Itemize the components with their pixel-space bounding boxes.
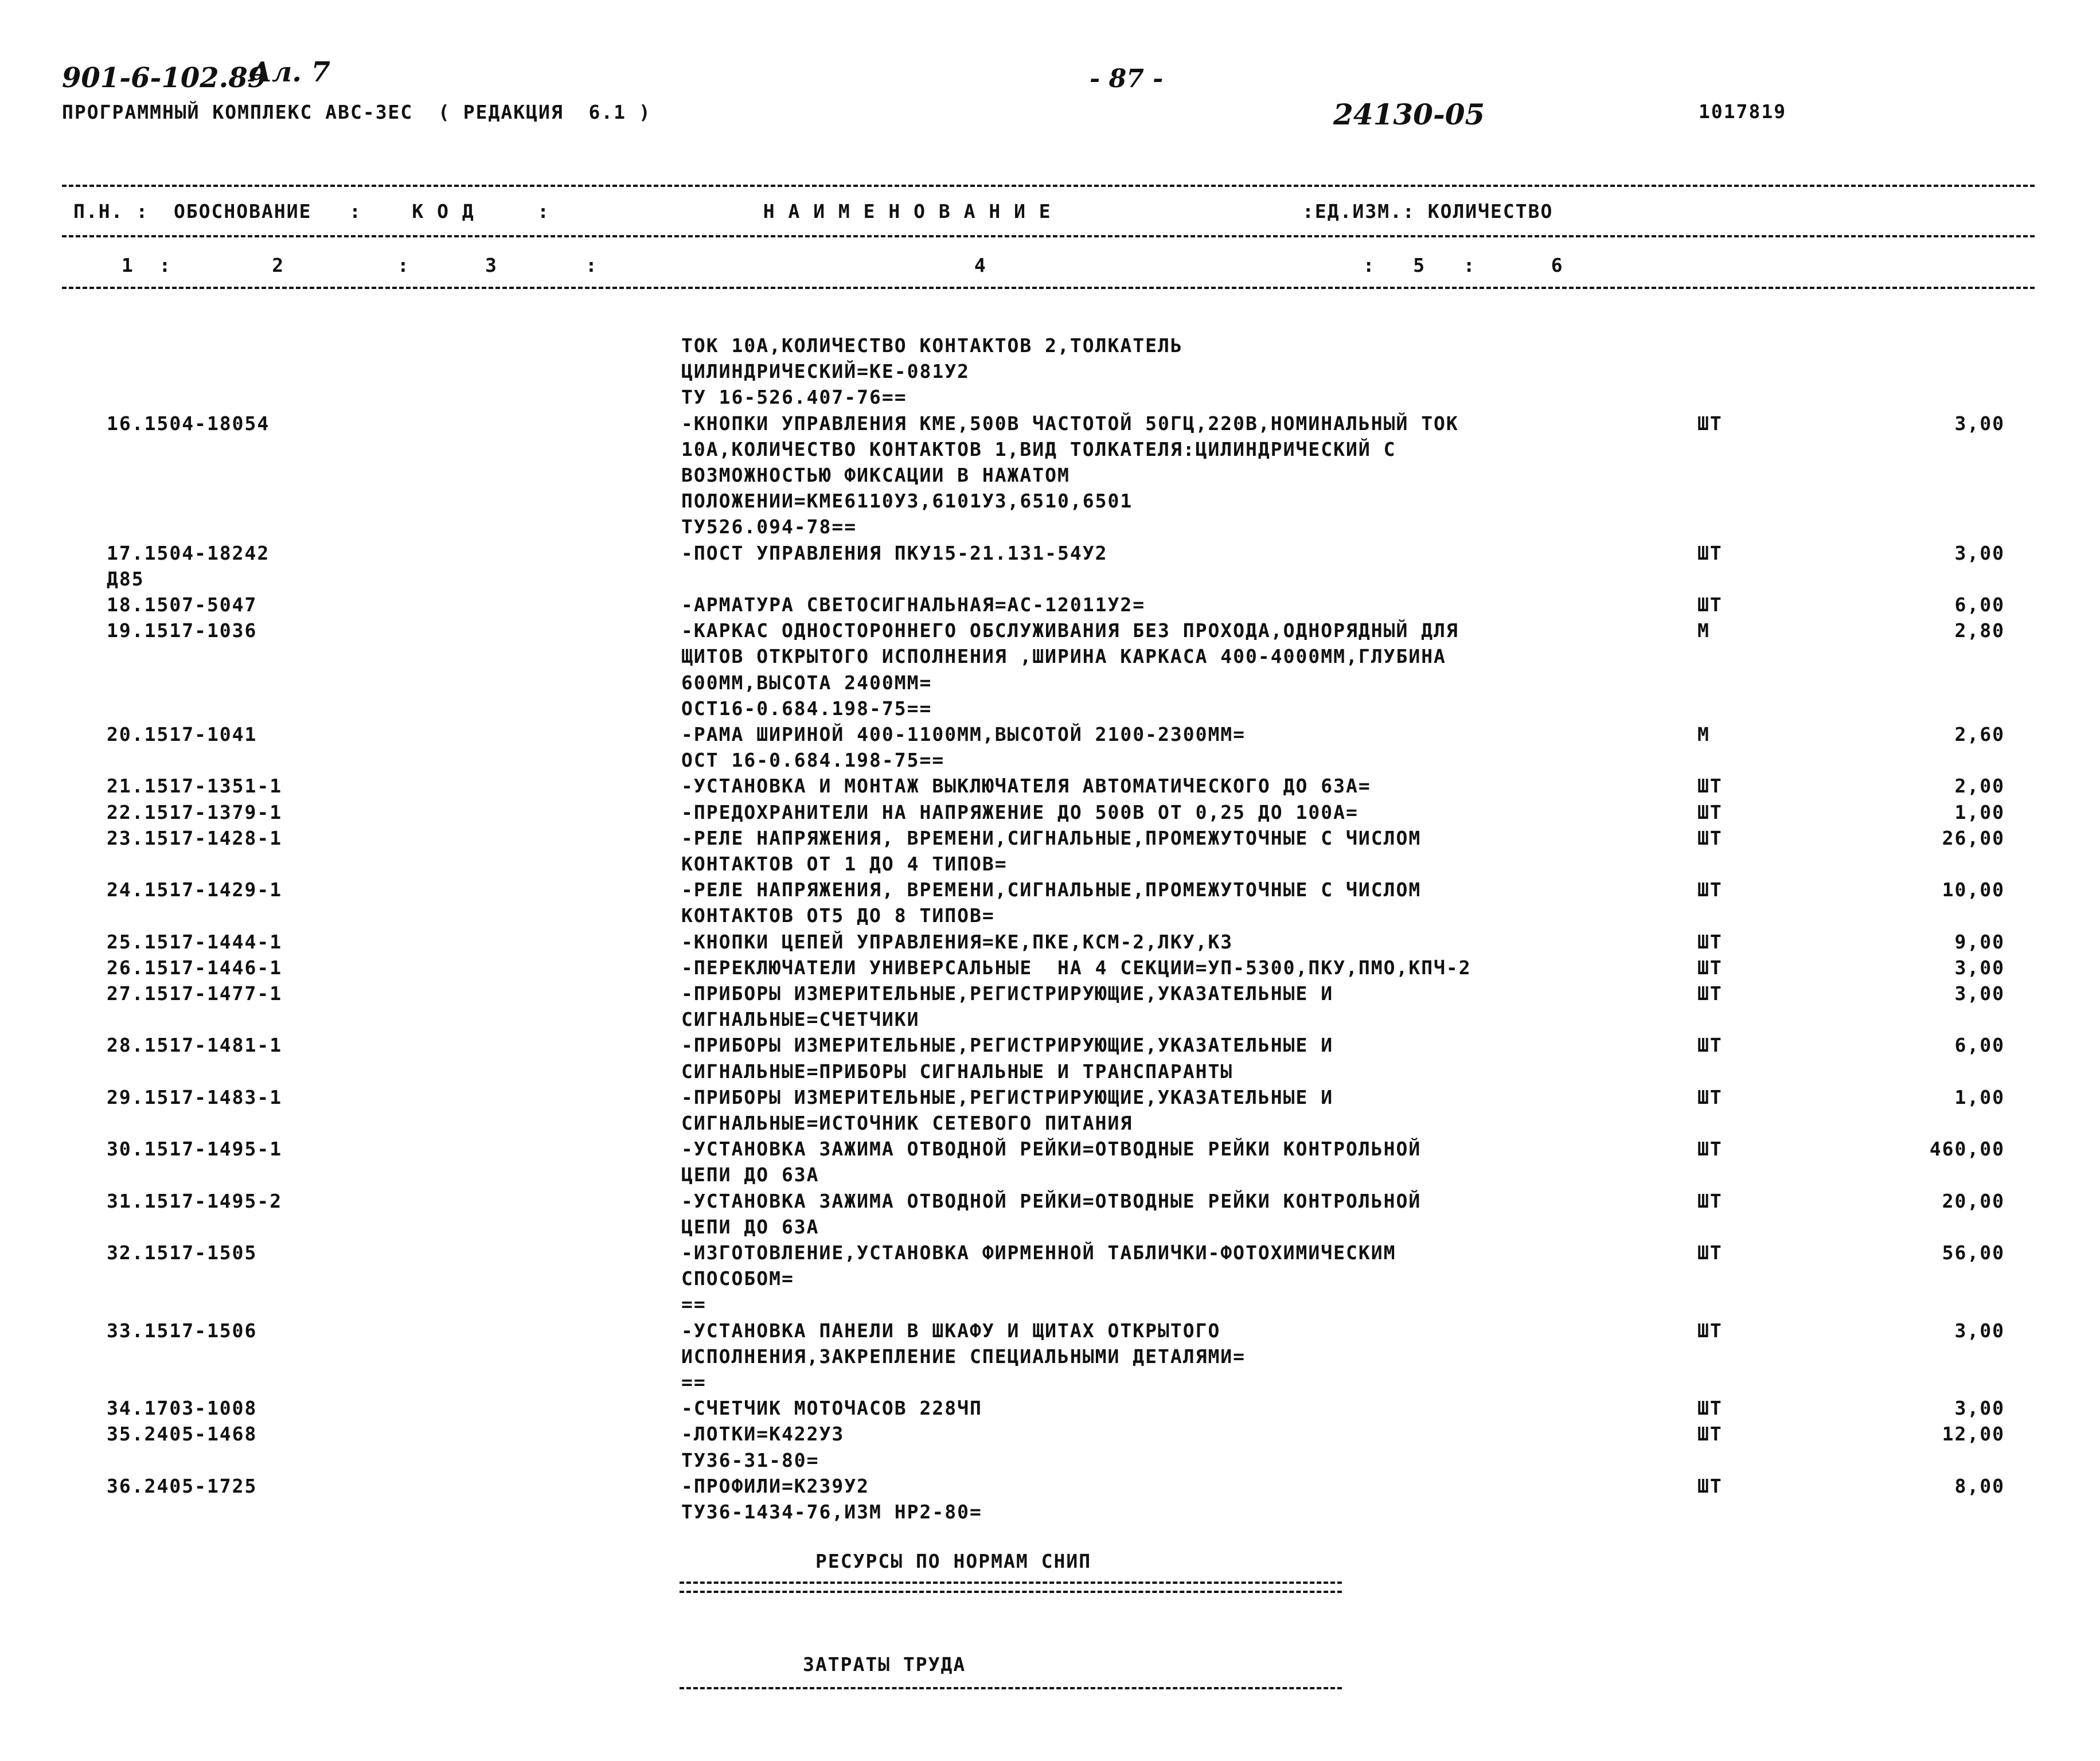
row-description-line: -УСТАНОВКА ПАНЕЛИ В ШКАФУ И ЩИТАХ ОТКРЫТОГО (681, 1319, 1221, 1342)
row-description-line: -ПРОФИЛИ=К239У2 (681, 1474, 870, 1497)
table-row (0, 773, 2100, 799)
table-row (0, 981, 2100, 1031)
row-unit: М (1697, 619, 1710, 642)
row-quantity: 1,00 (1954, 801, 2005, 823)
row-unit: ШТ (1697, 1189, 1723, 1212)
row-description-line: ЩИТОВ ОТКРЫТОГО ИСПОЛНЕНИЯ ,ШИРИНА КАРКАСА 400-4000ММ,ГЛУБИНА (681, 645, 1446, 668)
row-number-code: 22.1517-1379-1 (107, 801, 283, 823)
row-number-code: 31.1517-1495-2 (107, 1189, 283, 1212)
row-quantity: 26,00 (1942, 826, 2005, 849)
row-description-line: 10А,КОЛИЧЕСТВО КОНТАКТОВ 1,ВИД ТОЛКАТЕЛЯ:ЦИЛИНДРИЧЕСКИЙ С (681, 438, 1396, 460)
table-row (0, 540, 2100, 590)
table-row (0, 333, 2100, 409)
row-description-line: -УСТАНОВКА ЗАЖИМА ОТВОДНОЙ РЕЙКИ=ОТВОДНЫЕ РЕЙКИ КОНТРОЛЬНОЙ (681, 1189, 1422, 1212)
doc-code: 24130-05 (1333, 97, 1485, 131)
row-quantity: 1,00 (1954, 1086, 2005, 1108)
row-description-line: ЦЕПИ ДО 63А (681, 1215, 819, 1238)
row-unit: ШТ (1697, 1397, 1723, 1420)
row-description-line: -ПРИБОРЫ ИЗМЕРИТЕЛЬНЫЕ,РЕГИСТРИРУЮЩИЕ,УКАЗАТЕЛЬНЫЕ И (681, 1034, 1334, 1057)
row-description-line: -АРМАТУРА СВЕТОСИГНАЛЬНАЯ=АС-12011У2= (681, 593, 1146, 616)
table-row (0, 929, 2100, 955)
handwritten-code: 901-6-102.89 (62, 62, 267, 94)
labor-title: ЗАТРАТЫ ТРУДА (803, 1653, 966, 1676)
row-description-line: ОСТ 16-0.684.198-75== (681, 749, 945, 772)
program-line: ПРОГРАММНЫЙ КОМПЛЕКС АВС-3ЕС ( РЕДАКЦИЯ 6.1 ) (62, 101, 651, 123)
table-row (0, 799, 2100, 826)
row-description-line: ТУ526.094-78== (681, 516, 857, 538)
row-description-line: -ПОСТ УПРАВЛЕНИЯ ПКУ15-21.131-54У2 (681, 541, 1108, 564)
row-quantity: 6,00 (1954, 1034, 2005, 1057)
row-description-line: -ПРИБОРЫ ИЗМЕРИТЕЛЬНЫЕ,РЕГИСТРИРУЮЩИЕ,УКАЗАТЕЛЬНЫЕ И (681, 1086, 1334, 1108)
row-number-code: 24.1517-1429-1 (107, 878, 283, 901)
row-description-line: 600ММ,ВЫСОТА 2400ММ= (681, 671, 932, 694)
row-number-code: 23.1517-1428-1 (107, 826, 283, 849)
column-numbers: 1 : 2 : 3 : 4 : 5 : 6 (109, 254, 1564, 276)
row-quantity: 10,00 (1942, 878, 2005, 901)
table-row (0, 1084, 2100, 1134)
row-number-code: 18.1507-5047 (107, 593, 257, 616)
numbers-rule (62, 287, 2035, 289)
row-number-code: 28.1517-1481-1 (107, 1034, 283, 1057)
row-number-code: 35.2405-1468 (107, 1423, 257, 1446)
table-row (0, 411, 2100, 538)
row-description-line: ТУ36-31-80= (681, 1448, 819, 1471)
row-unit: ШТ (1697, 1319, 1723, 1342)
row-description-line: КОНТАКТОВ ОТ5 ДО 8 ТИПОВ= (681, 904, 995, 927)
resources-rule (680, 1582, 1342, 1593)
row-number-code: 26.1517-1446-1 (107, 956, 283, 979)
row-quantity: 3,00 (1954, 1319, 2005, 1342)
row-description-line: ОСТ16-0.684.198-75== (681, 697, 932, 720)
row-unit: ШТ (1697, 1423, 1723, 1446)
row-quantity: 9,00 (1954, 930, 2005, 953)
row-quantity: 3,00 (1954, 541, 2005, 564)
column-headers: П.Н. : ОБОСНОВАНИЕ : К О Д : Н А И М Е Н О В А Н И Е :ЕД.ИЗМ.: КОЛИЧЕСТВО (73, 200, 1553, 222)
doc-id: 1017819 (1699, 100, 1787, 123)
row-description-line: -РЕЛЕ НАПРЯЖЕНИЯ, ВРЕМЕНИ,СИГНАЛЬНЫЕ,ПРОМЕЖУТОЧНЫЕ С ЧИСЛОМ (681, 878, 1422, 901)
row-quantity: 3,00 (1954, 956, 2005, 979)
row-number-code: 20.1517-1041 (107, 723, 257, 745)
row-number-code: 21.1517-1351-1 (107, 775, 283, 798)
table-row (0, 618, 2100, 720)
row-description-line: ВОЗМОЖНОСТЬЮ ФИКСАЦИИ В НАЖАТОМ (681, 463, 1070, 486)
row-description-line: -РЕЛЕ НАПРЯЖЕНИЯ, ВРЕМЕНИ,СИГНАЛЬНЫЕ,ПРОМЕЖУТОЧНЫЕ С ЧИСЛОМ (681, 826, 1422, 849)
row-number-code: 34.1703-1008 (107, 1397, 257, 1420)
row-description-line: СПОСОБОМ= (681, 1267, 794, 1290)
row-unit: ШТ (1697, 593, 1723, 616)
row-description-line: -КНОПКИ ЦЕПЕЙ УПРАВЛЕНИЯ=КЕ,ПКЕ,КСМ-2,ЛКУ,К3 (681, 930, 1234, 953)
table-row (0, 1395, 2100, 1422)
row-number-code: 32.1517-1505 (107, 1241, 257, 1264)
table-row (0, 1473, 2100, 1523)
row-number-code: 16.1504-18054 (107, 412, 270, 435)
row-description-line: == (681, 1370, 706, 1393)
row-description-line: ТОК 10А,КОЛИЧЕСТВО КОНТАКТОВ 2,ТОЛКАТЕЛЬ (681, 334, 1183, 357)
row-description-line: -ИЗГОТОВЛЕНИЕ,УСТАНОВКА ФИРМЕННОЙ ТАБЛИЧКИ-ФОТОХИМИЧЕСКИМ (681, 1241, 1396, 1264)
table-row (0, 1136, 2100, 1186)
row-quantity: 2,80 (1954, 619, 2005, 642)
row-number-code: 30.1517-1495-1 (107, 1138, 283, 1161)
row-unit: ШТ (1697, 878, 1723, 901)
row-description-line: -СЧЕТЧИК МОТОЧАСОВ 228ЧП (681, 1397, 982, 1420)
row-description-line: -ПРИБОРЫ ИЗМЕРИТЕЛЬНЫЕ,РЕГИСТРИРУЮЩИЕ,УКАЗАТЕЛЬНЫЕ И (681, 982, 1334, 1005)
resources-title: РЕСУРСЫ ПО НОРМАМ СНИП (815, 1550, 1092, 1572)
row-description-line: -УСТАНОВКА ЗАЖИМА ОТВОДНОЙ РЕЙКИ=ОТВОДНЫЕ РЕЙКИ КОНТРОЛЬНОЙ (681, 1138, 1422, 1161)
table-row (0, 1188, 2100, 1238)
row-number-code: 33.1517-1506 (107, 1319, 257, 1342)
row-description-line: -ПРЕДОХРАНИТЕЛИ НА НАПРЯЖЕНИЕ ДО 500В ОТ 0,25 ДО 100А= (681, 801, 1359, 823)
row-description-line: -РАМА ШИРИНОЙ 400-1100ММ,ВЫСОТОЙ 2100-2300ММ= (681, 723, 1246, 745)
table-row (0, 1318, 2100, 1393)
row-number-code: 36.2405-1725 (107, 1474, 257, 1497)
row-description-line: ИСПОЛНЕНИЯ,ЗАКРЕПЛЕНИЕ СПЕЦИАЛЬНЫМИ ДЕТАЛЯМИ= (681, 1345, 1246, 1368)
row-number-code: 27.1517-1477-1 (107, 982, 283, 1005)
row-unit: ШТ (1697, 956, 1723, 979)
table-row (0, 1421, 2100, 1471)
row-description-line: ТУ36-1434-76,ИЗМ НР2-80= (681, 1500, 982, 1523)
page-number: - 87 - (1090, 64, 1164, 93)
table-row (0, 825, 2100, 875)
row-quantity: 20,00 (1942, 1189, 2005, 1212)
row-quantity: 12,00 (1942, 1423, 2005, 1446)
top-rule (62, 185, 2035, 187)
table-row (0, 721, 2100, 772)
row-description-line: КОНТАКТОВ ОТ 1 ДО 4 ТИПОВ= (681, 852, 1008, 875)
row-unit: ШТ (1697, 1241, 1723, 1264)
row-description-line: ПОЛОЖЕНИИ=КМЕ6110У3,6101У3,6510,6501 (681, 490, 1133, 513)
row-unit: ШТ (1697, 541, 1723, 564)
row-quantity: 3,00 (1954, 982, 2005, 1005)
labor-rule (680, 1687, 1342, 1689)
row-unit: ШТ (1697, 982, 1723, 1005)
handwritten-sheet: Ал. 7 (249, 56, 331, 88)
row-quantity: 3,00 (1954, 1397, 2005, 1420)
row-number-code: 19.1517-1036 (107, 619, 257, 642)
row-unit: М (1697, 723, 1710, 745)
row-unit: ШТ (1697, 930, 1723, 953)
table-row (0, 592, 2100, 618)
table-row (0, 877, 2100, 927)
row-code-suffix: Д85 (107, 567, 145, 590)
row-description-line: -ПЕРЕКЛЮЧАТЕЛИ УНИВЕРСАЛЬНЫЕ НА 4 СЕКЦИИ=УП-5300,ПКУ,ПМО,КПЧ-2 (681, 956, 1471, 979)
row-unit: ШТ (1697, 826, 1723, 849)
row-quantity: 8,00 (1954, 1474, 2005, 1497)
row-description-line: ТУ 16-526.407-76== (681, 386, 907, 409)
row-number-code: 25.1517-1444-1 (107, 930, 283, 953)
row-description-line: СИГНАЛЬНЫЕ=ИСТОЧНИК СЕТЕВОГО ПИТАНИЯ (681, 1111, 1133, 1134)
row-unit: ШТ (1697, 801, 1723, 823)
row-unit: ШТ (1697, 412, 1723, 435)
row-number-code: 29.1517-1483-1 (107, 1086, 283, 1108)
row-description-line: -КАРКАС ОДНОСТОРОННЕГО ОБСЛУЖИВАНИЯ БЕЗ ПРОХОДА,ОДНОРЯДНЫЙ ДЛЯ (681, 619, 1459, 642)
row-unit: ШТ (1697, 1086, 1723, 1108)
header-rule (62, 235, 2035, 237)
row-unit: ШТ (1697, 1034, 1723, 1057)
row-description-line: СИГНАЛЬНЫЕ=СЧЕТЧИКИ (681, 1008, 920, 1031)
row-description-line: == (681, 1293, 706, 1316)
row-unit: ШТ (1697, 1474, 1723, 1497)
row-quantity: 56,00 (1942, 1241, 2005, 1264)
row-unit: ШТ (1697, 775, 1723, 798)
row-number-code: 17.1504-18242 (107, 541, 270, 564)
row-quantity: 2,00 (1954, 775, 2005, 798)
row-description-line: СИГНАЛЬНЫЕ=ПРИБОРЫ СИГНАЛЬНЫЕ И ТРАНСПАРАНТЫ (681, 1060, 1234, 1083)
row-description-line: ЦИЛИНДРИЧЕСКИЙ=КЕ-081У2 (681, 360, 970, 383)
row-quantity: 460,00 (1929, 1138, 2005, 1161)
row-description-line: -КНОПКИ УПРАВЛЕНИЯ КМЕ,500В ЧАСТОТОЙ 50ГЦ,220В,НОМИНАЛЬНЫЙ ТОК (681, 412, 1459, 435)
row-description-line: -ЛОТКИ=К422У3 (681, 1423, 845, 1446)
table-row (0, 1240, 2100, 1316)
row-quantity: 2,60 (1954, 723, 2005, 745)
row-unit: ШТ (1697, 1138, 1723, 1161)
row-quantity: 3,00 (1954, 412, 2005, 435)
row-description-line: ЦЕПИ ДО 63А (681, 1163, 819, 1186)
table-row (0, 955, 2100, 981)
row-quantity: 6,00 (1954, 593, 2005, 616)
row-description-line: -УСТАНОВКА И МОНТАЖ ВЫКЛЮЧАТЕЛЯ АВТОМАТИЧЕСКОГО ДО 63А= (681, 775, 1371, 798)
table-row (0, 1032, 2100, 1083)
